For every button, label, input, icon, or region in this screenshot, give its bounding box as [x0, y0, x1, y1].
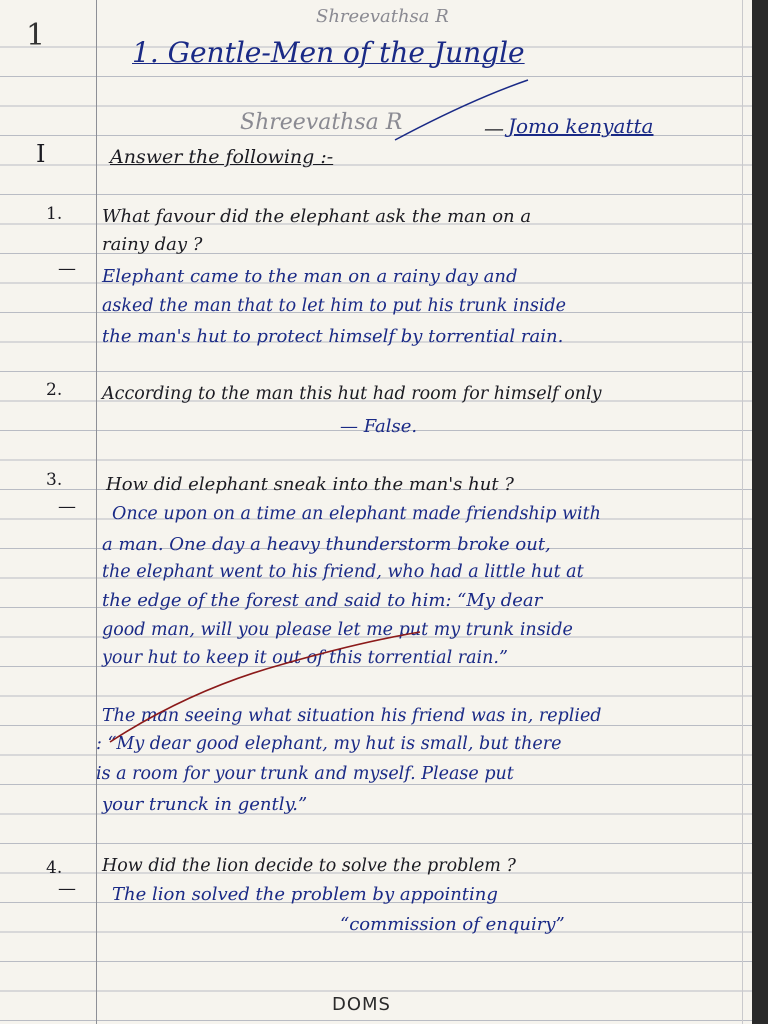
answer-4-line-1: The lion solved the problem by appointing [112, 884, 498, 905]
question-3-number: 3. [46, 470, 63, 490]
answer-3-line-3: the elephant went to his friend, who had a little hut at [102, 562, 584, 582]
title-pen-stroke [395, 80, 528, 140]
answer-3-line-4: the edge of the forest and said to him: “My dear [102, 590, 543, 611]
question-4-number: 4. [46, 858, 63, 878]
answer-3b-line-1: The man seeing what situation his friend was in, replied [102, 706, 602, 726]
answer-3b-line-4: your trunck in gently.” [102, 794, 308, 815]
page-number: 1 [26, 18, 46, 53]
question-1-line-2: rainy day ? [102, 234, 203, 255]
answer-3-line-5: good man, will you please let me put my trunk inside [102, 620, 573, 640]
answer-4-dash: — [58, 878, 76, 899]
check-mark-stroke [110, 632, 420, 742]
author-name: Jomo kenyatta [508, 114, 654, 138]
footer-brand: DOMS [332, 994, 391, 1015]
answer-2: — False. [340, 416, 418, 437]
author-dash: — [484, 116, 504, 140]
section-heading: Answer the following :- [110, 146, 334, 168]
question-3-line-1: How did elephant sneak into the man's hut ? [106, 474, 514, 495]
question-4-line-1: How did the lion decide to solve the problem ? [102, 856, 516, 876]
answer-1-line-2: asked the man that to let him to put his trunk inside [102, 296, 566, 316]
answer-3-dash: — [58, 496, 76, 517]
answer-3-line-2: a man. One day a heavy thunderstorm broke out, [102, 534, 551, 555]
answer-4-line-2: “commission of enquiry” [340, 914, 565, 935]
answer-1-dash: — [58, 258, 76, 279]
answer-1-line-3: the man's hut to protect himself by torrential rain. [102, 326, 564, 347]
pencil-signature-top: Shreevathsa R [316, 6, 449, 27]
answer-3-line-6: your hut to keep it out of this torrential rain.” [102, 648, 508, 668]
answer-3-line-1: Once upon on a time an elephant made friendship with [112, 504, 601, 524]
question-1-line-1: What favour did the elephant ask the man on a [102, 206, 532, 227]
answer-1-line-1: Elephant came to the man on a rainy day and [102, 266, 518, 287]
answer-3b-line-2: : “My dear good elephant, my hut is small, but there [96, 734, 562, 754]
question-2-line-1: According to the man this hut had room for himself only [102, 384, 602, 404]
answer-3b-line-3: is a room for your trunk and myself. Please put [96, 764, 514, 784]
question-1-number: 1. [46, 204, 63, 224]
title-text: 1. Gentle-Men of the Jungle [132, 36, 525, 69]
section-roman-numeral: I [36, 140, 46, 168]
pencil-signature: Shreevathsa R [240, 110, 403, 135]
question-2-number: 2. [46, 380, 63, 400]
